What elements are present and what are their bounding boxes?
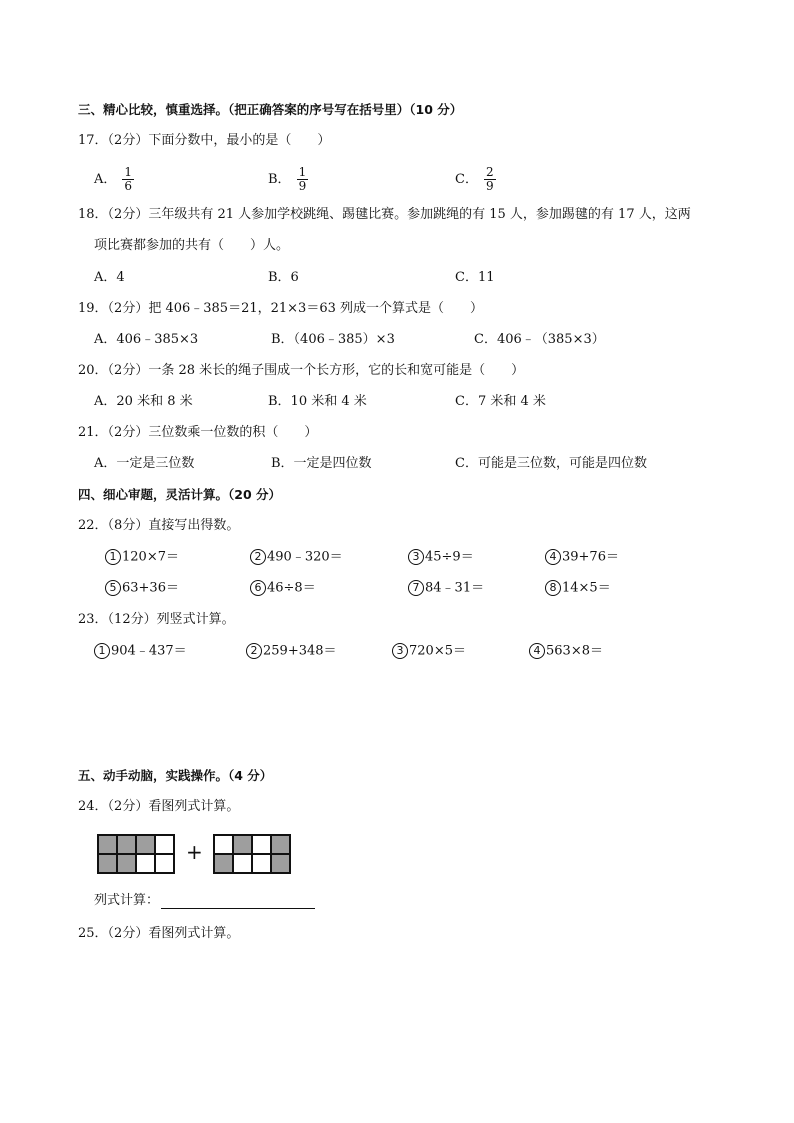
- q24-grid-right-cell-empty: [252, 835, 271, 854]
- circled-number-5: 5: [105, 580, 121, 596]
- q24-grid-left-cell-empty: [155, 835, 174, 854]
- q17-option-c-label: C．: [455, 172, 478, 187]
- circled-number-7: 7: [408, 580, 424, 596]
- q22-item-7[interactable]: [408, 580, 484, 597]
- q24-grid-left-cell-shaded: [117, 835, 136, 854]
- q22-item-5[interactable]: [105, 580, 179, 597]
- q23-item-4[interactable]: [529, 643, 603, 660]
- q24-grid-left-cell-empty: [155, 854, 174, 873]
- question-24-stem: 24．（2分）看图列式计算。: [78, 799, 240, 814]
- question-21-stem: 21．（2分）三位数乘一位数的积（ ）: [78, 425, 318, 440]
- q22-item-2-expr: 490﹣320＝: [267, 549, 343, 565]
- q24-grid-right-cell-shaded: [271, 835, 290, 854]
- question-22-stem: 22．（8分）直接写出得数。: [78, 518, 240, 533]
- q21-option-c[interactable]: C．可能是三位数，可能是四位数: [455, 456, 647, 471]
- q24-grid-right: [213, 834, 291, 874]
- q17-option-a-label: A．: [94, 172, 117, 187]
- q22-item-3[interactable]: [408, 549, 474, 566]
- q18-option-b[interactable]: B．6: [268, 270, 299, 285]
- circled-number-2: 2: [246, 643, 262, 659]
- question-18-stem-line1: 18．（2分）三年级共有 21 人参加学校跳绳、踢毽比赛。参加跳绳的有 15 人，参加踢毽的有 17 人，这两: [78, 207, 691, 222]
- plus-sign: +: [186, 840, 203, 864]
- q24-grid-right-cell-shaded: [271, 854, 290, 873]
- q24-grid-right-cell-shaded: [214, 854, 233, 873]
- circled-number-3: 3: [408, 549, 424, 565]
- q19-option-a[interactable]: A．406﹣385×3: [94, 332, 199, 347]
- q17-option-c-fraction: $\frac{2}{9}$: [485, 165, 494, 193]
- q23-item-2-expr: 259+348＝: [263, 643, 337, 659]
- q24-grid-left-cell-shaded: [98, 835, 117, 854]
- q22-item-3-expr: 45÷9＝: [425, 549, 474, 565]
- q24-grid-right-cell-empty: [214, 835, 233, 854]
- q20-option-c[interactable]: C．7 米和 4 米: [455, 394, 546, 409]
- q22-item-4[interactable]: [545, 549, 619, 566]
- q22-item-6-expr: 46÷8＝: [267, 580, 316, 596]
- circled-number-2: 2: [250, 549, 266, 565]
- q23-item-4-expr: 563×8＝: [546, 643, 603, 659]
- q22-item-5-expr: 63+36＝: [122, 580, 179, 596]
- q17-option-b-label: B．: [268, 172, 291, 187]
- q24-grid-left-cell-empty: [136, 854, 155, 873]
- q22-item-8-expr: 14×5＝: [562, 580, 611, 596]
- q19-option-b[interactable]: B．（406﹣385）×3: [271, 332, 395, 347]
- circled-number-4: 4: [545, 549, 561, 565]
- q17-option-a[interactable]: [94, 160, 134, 200]
- circled-number-3: 3: [392, 643, 408, 659]
- q17-option-c[interactable]: [455, 160, 496, 200]
- circled-number-4: 4: [529, 643, 545, 659]
- question-17-stem: 17．（2分）下面分数中，最小的是（ ）: [78, 133, 331, 148]
- question-25-stem: 25．（2分）看图列式计算。: [78, 926, 240, 941]
- q24-answer-label: 列式计算：: [94, 893, 160, 908]
- q20-option-a[interactable]: A．20 米和 8 米: [94, 394, 193, 409]
- section-5-title: 五、动手动脑，实践操作。（4 分）: [78, 768, 273, 783]
- circled-number-1: 1: [105, 549, 121, 565]
- q22-item-1-expr: 120×7＝: [122, 549, 179, 565]
- q23-item-3[interactable]: [392, 643, 466, 660]
- circled-number-8: 8: [545, 580, 561, 596]
- q24-grid-left-cell-shaded: [136, 835, 155, 854]
- q17-option-b[interactable]: [268, 160, 308, 200]
- section-3-title: 三、精心比较，慎重选择。（把正确答案的序号写在括号里）（10 分）: [78, 102, 463, 117]
- q22-item-2[interactable]: [250, 549, 343, 566]
- q24-grid-right-cell-shaded: [233, 835, 252, 854]
- q23-item-2[interactable]: [246, 643, 337, 660]
- q17-option-a-fraction: $\frac{1}{6}$: [124, 165, 133, 193]
- q20-option-b[interactable]: B．10 米和 4 米: [268, 394, 367, 409]
- q24-grid-right-cell-empty: [233, 854, 252, 873]
- question-19-stem: 19．（2分）把 406﹣385＝21，21×3＝63 列成一个算式是（ ）: [78, 301, 483, 316]
- q24-grid-left-cell-shaded: [117, 854, 136, 873]
- q23-item-1[interactable]: [94, 643, 187, 660]
- q22-item-4-expr: 39+76＝: [562, 549, 619, 565]
- q24-grid-left: [97, 834, 175, 874]
- q21-option-a[interactable]: A．一定是三位数: [94, 456, 195, 471]
- section-4-title: 四、细心审题，灵活计算。（20 分）: [78, 487, 281, 502]
- q24-grid-left-cell-shaded: [98, 854, 117, 873]
- q23-item-1-expr: 904﹣437＝: [111, 643, 187, 659]
- q18-option-a[interactable]: A．4: [94, 270, 125, 285]
- question-20-stem: 20．（2分）一条 28 米长的绳子围成一个长方形，它的长和宽可能是（ ）: [78, 363, 525, 378]
- q24-answer-row[interactable]: [94, 893, 315, 909]
- q19-option-c[interactable]: C．406﹣（385×3）: [474, 332, 605, 347]
- q22-item-8[interactable]: [545, 580, 611, 597]
- q18-option-c[interactable]: C．11: [455, 270, 495, 285]
- circled-number-1: 1: [94, 643, 110, 659]
- q22-item-6[interactable]: [250, 580, 316, 597]
- q23-item-3-expr: 720×5＝: [409, 643, 466, 659]
- q22-item-7-expr: 84﹣31＝: [425, 580, 485, 596]
- q24-grid-right-cell-empty: [252, 854, 271, 873]
- question-23-stem: 23．（12分）列竖式计算。: [78, 612, 235, 627]
- q22-item-1[interactable]: [105, 549, 179, 566]
- q17-option-b-fraction: $\frac{1}{9}$: [298, 165, 307, 193]
- circled-number-6: 6: [250, 580, 266, 596]
- q21-option-b[interactable]: B．一定是四位数: [271, 456, 372, 471]
- question-18-stem-line2: 项比赛都参加的共有（ ）人。: [94, 238, 290, 253]
- q24-answer-blank[interactable]: [161, 896, 315, 909]
